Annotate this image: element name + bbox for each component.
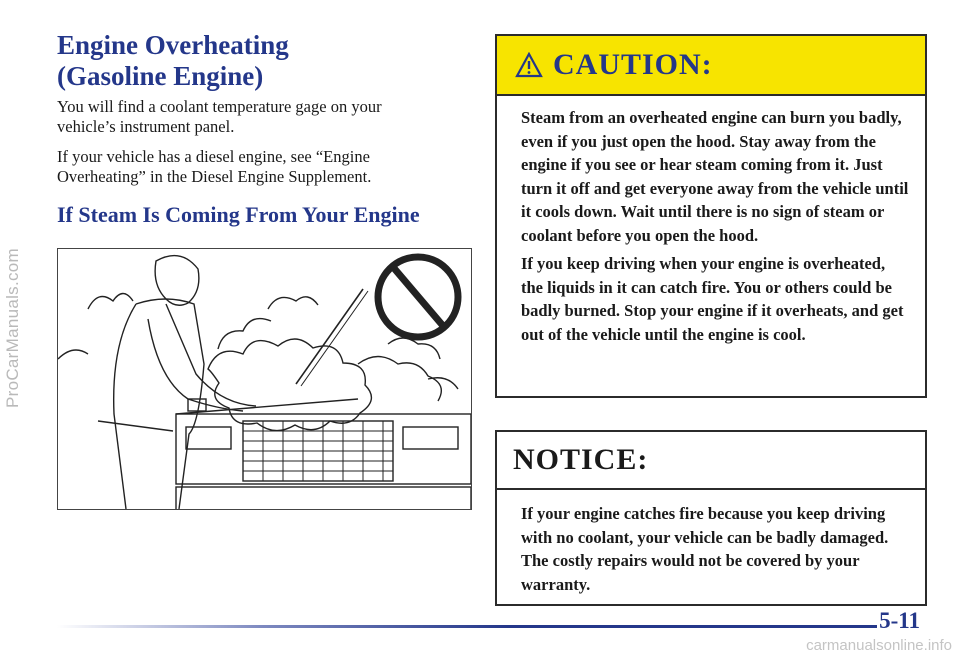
intro-paragraph: You will find a coolant temperature gage on your vehicle’s instrument panel.: [57, 97, 382, 136]
diesel-paragraph: If your vehicle has a diesel engine, see “Engine Overheating” in the Diesel Engine Supplement.: [57, 147, 372, 186]
page-number: 5-11: [879, 608, 920, 633]
section-title-line1: Engine Overheating: [57, 30, 289, 60]
side-watermark-text: ProCarManuals.com: [3, 247, 23, 409]
notice-paragraph: If your engine catches fire because you keep driving with no coolant, your vehicle can be badly damaged. The costly repairs would not be covered by your warranty.: [521, 504, 889, 594]
side-watermark: [2, 0, 24, 656]
left-headlight: [186, 427, 231, 449]
steam-subheading: If Steam Is Coming From Your Engine: [57, 202, 420, 227]
steam-illustration: [57, 248, 472, 510]
notice-box: [495, 430, 927, 606]
caution-box: [495, 34, 927, 398]
person-head: [155, 256, 199, 306]
section-title: [57, 30, 477, 92]
man-opening-steaming-hood-illustration: [58, 249, 472, 510]
bottom-watermark: carmanualsonline.info: [806, 637, 952, 654]
section-heading-block: [57, 30, 477, 92]
notice-header: [497, 432, 925, 490]
caution-paragraph-steam: Steam from an overheated engine can burn you badly, even if you just open the hood. Stay away from the engine if you see or hear steam coming from it. Just turn it off and get everyone away from the vehicle until it cools down. Wait until there is no sign of steam or coolant before you open the hood.: [521, 108, 909, 245]
caution-title: CAUTION:: [553, 48, 713, 81]
bumper: [176, 487, 471, 510]
right-headlight: [403, 427, 458, 449]
footer-rule: [57, 625, 877, 628]
wristwatch: [188, 399, 206, 411]
notice-title: NOTICE:: [513, 443, 649, 476]
warning-triangle-icon: [515, 52, 543, 78]
section-title-line2: (Gasoline Engine): [57, 61, 264, 91]
notice-body: [497, 490, 925, 596]
caution-paragraph-fire: If you keep driving when your engine is overheated, the liquids in it can catch fire. You or others could be badly burned. Stop your engine if it overheats, and get out of the vehicle until the engine is cool.: [521, 254, 904, 344]
caution-header: [497, 36, 925, 96]
caution-body: [497, 96, 925, 346]
